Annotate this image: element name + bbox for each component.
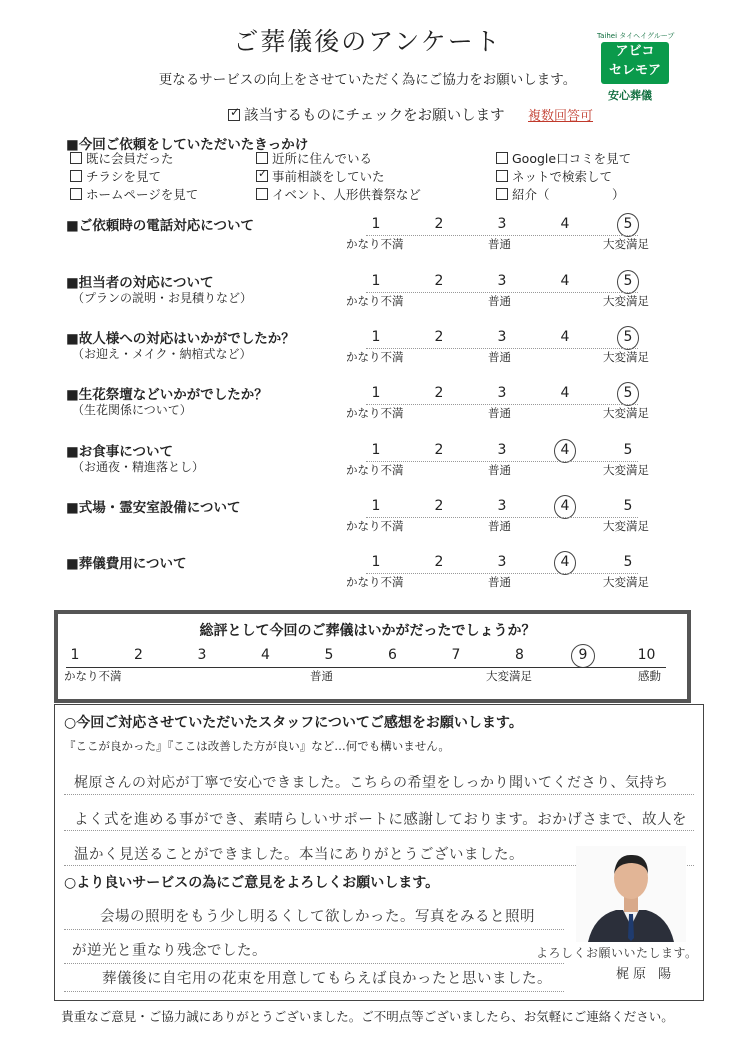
rating-title: ■葬儀費用について [66,556,187,572]
q1-option[interactable] [70,185,198,203]
overall-option[interactable]: 5 [324,647,334,663]
scale-label-mid: 普通 [488,463,511,477]
selected-circle-icon [554,439,576,463]
q1-option[interactable] [256,185,421,203]
rating-title: ■生花祭壇などいかがでしたか？ [66,387,268,403]
rating-option[interactable]: 3 [497,273,507,289]
ruled-line [64,794,694,795]
comment-line: 会場の照明をもう少し明るくして欲しかった。写真をみると照明 [100,909,535,925]
checked-box-icon[interactable]: ✓ [258,167,268,180]
rating-option[interactable]: 2 [434,498,444,514]
q1-option-label: 既に会員だった [86,151,174,166]
rating-option[interactable]: 5 [623,216,633,232]
overall-option[interactable]: 6 [388,647,397,663]
overall-option[interactable]: 4 [261,647,270,663]
staff-name: 梶原 陽 [616,967,676,982]
lead-text: 更なるサービスの向上をさせていただく為にご協力をお願いします。 [158,72,577,88]
footer-text: 貴重なご意見・ご協力誠にありがとうございました。ご不明点等ございましたら、お気軽にご連絡ください。 [61,1009,674,1024]
selected-circle-icon [617,326,639,350]
scale-label-mid: 普通 [488,294,511,308]
rating-option[interactable]: 3 [497,216,507,232]
ruled-line [64,991,564,992]
scale-label-low: かなり不満 [346,237,404,251]
overall-label-high: 大変満足 [486,669,532,683]
q1-title: ■今回ご依頼をしていただいたきっかけ [66,137,309,153]
overall-option[interactable]: 8 [515,647,524,663]
rating-option[interactable]: 1 [371,216,381,232]
comment-line: 温かく見送ることができました。本当にありがとうございました。 [74,847,524,863]
multi-answer-note: 複数回答可 [528,109,594,124]
comment-line: が逆光と重なり残念でした。 [72,943,267,959]
scale-label-low: かなり不満 [346,350,404,364]
scale-label-high: 大変満足 [603,237,649,251]
rating-option[interactable]: 1 [371,498,381,514]
rating-option[interactable]: 3 [497,385,507,401]
comment-line: 梶原さんの対応が丁寧で安心できました。こちらの希望をしっかり聞いてくださり、気持ち [74,775,669,791]
check-instruction [228,104,505,125]
scale-label-high: 大変満足 [603,463,649,477]
scale-label-mid: 普通 [488,237,511,251]
scale-label-low: かなり不満 [346,294,404,308]
checkbox-icon[interactable] [70,170,82,182]
rating-option[interactable]: 4 [560,442,570,458]
rating-option[interactable]: 5 [623,554,633,570]
comment-q2-title: ○より良いサービスの為にご意見をよろしくお願いします。 [64,875,440,891]
rating-option[interactable]: 4 [560,273,570,289]
company-logo [601,42,669,84]
rating-option[interactable]: 5 [623,385,633,401]
rating-option[interactable]: 2 [434,329,444,345]
page-title: ご葬儀後のアンケート [233,27,502,56]
scale-label-mid: 普通 [488,519,511,533]
overall-question: 総評として今回のご葬儀はいかがだったでしょうか？ [199,623,536,639]
scale-label-mid: 普通 [488,350,511,364]
rating-option[interactable]: 2 [434,385,444,401]
rating-option[interactable]: 2 [434,216,444,232]
comment-line: 葬儀後に自宅用の花束を用意してもらえば良かったと思いました。 [102,971,552,987]
overall-option[interactable]: 1 [70,647,80,663]
checkbox-icon[interactable] [256,152,268,164]
check-instruction-text: 該当するものにチェックをお願いします [244,108,505,124]
q1-option[interactable] [256,149,372,167]
overall-line [66,667,666,668]
scale-label-low: かなり不満 [346,463,404,477]
checkbox-icon[interactable] [496,170,508,182]
rating-title: ■お食事について [66,444,173,460]
rating-option[interactable]: 4 [560,554,570,570]
q1-option[interactable] [256,167,385,185]
selected-circle-icon [617,270,639,294]
comment-line: よく式を進める事ができ、素晴らしいサポートに感謝しております。おかげさまで、故人を [74,812,687,828]
scale-label-low: かなり不満 [346,519,404,533]
rating-title: ■式場・霊安室設備について [66,500,241,516]
rating-option[interactable]: 5 [623,498,633,514]
q1-option[interactable] [70,149,174,167]
rating-subtitle: （プランの説明・お見積りなど） [72,291,253,305]
checkbox-icon[interactable] [496,152,508,164]
checkbox-icon[interactable] [70,188,82,200]
q1-option-label: 紹介（ ） [512,187,625,202]
staff-note: よろしくお願いいたします。 [536,946,698,960]
rating-option[interactable]: 3 [497,498,507,514]
q1-option-label: Google口コミを見て [512,151,632,166]
rating-option[interactable]: 4 [560,329,570,345]
overall-label-mid: 普通 [310,669,333,683]
overall-option[interactable]: 7 [451,647,461,663]
overall-label-low: かなり不満 [64,669,122,683]
overall-option[interactable]: 9 [578,647,588,663]
rating-option[interactable]: 1 [371,385,381,401]
q1-option[interactable] [70,167,161,185]
q1-option-label: チラシを見て [86,169,162,184]
q1-option[interactable] [496,149,631,167]
staff-photo [576,846,686,942]
rating-title: ■担当者の対応について [66,275,214,291]
scale-label-low: かなり不満 [346,575,404,589]
logo-line-1: アビコ [615,44,655,59]
overall-option[interactable]: 10 [637,647,656,663]
q1-option-label: ネットで検索して [512,169,613,184]
selected-circle-icon [617,213,639,237]
scale-label-high: 大変満足 [603,406,649,420]
rating-title: ■ご依頼時の電話対応について [66,218,254,234]
rating-option[interactable]: 4 [560,385,570,401]
q1-option-label: 事前相談をしていた [272,169,385,184]
rating-option[interactable]: 5 [623,329,633,345]
rating-option[interactable]: 4 [560,216,570,232]
rating-option[interactable]: 4 [560,498,570,514]
checked-box-icon: ✓ [230,105,241,119]
scale-label-low: かなり不満 [346,406,404,420]
rating-option[interactable]: 5 [623,273,633,289]
scale-label-high: 大変満足 [603,519,649,533]
group-logo-text: Taihei タイヘイグループ [597,32,675,40]
checkbox-icon[interactable] [496,188,508,200]
rating-subtitle: （お迎え・メイク・納棺式など） [72,347,252,361]
rating-title: ■故人様への対応はいかがでしたか？ [66,331,295,347]
rating-subtitle: （生花関係について） [72,403,192,417]
overall-label-top: 感動 [638,669,661,683]
checkbox-icon[interactable] [70,152,82,164]
logo-line-2: セレモア [608,63,661,78]
q1-option-label: イベント、人形供養祭など [272,187,421,202]
q1-option-label: ホームページを見て [86,187,199,202]
rating-subtitle: （お通夜・精進落とし） [72,460,205,474]
scale-label-high: 大変満足 [603,350,649,364]
overall-option[interactable]: 3 [197,647,207,663]
rating-option[interactable]: 1 [371,442,381,458]
checkbox-icon[interactable] [256,188,268,200]
rating-option[interactable]: 2 [434,442,444,458]
rating-option[interactable]: 3 [497,329,507,345]
rating-option[interactable]: 1 [371,554,381,570]
comment-q1-sub: 『ここが良かった』『ここは改善した方が良い』など…何でも構いません。 [64,739,450,753]
logo-subtitle: 安心葬儀 [608,89,652,102]
rating-option[interactable]: 2 [434,273,444,289]
comment-q1-title: ○今回ご対応させていただいたスタッフについてご感想をお願いします。 [64,715,523,731]
q1-option-label: 近所に住んでいる [272,151,373,166]
selected-circle-icon [554,495,576,519]
rating-option[interactable]: 2 [434,554,444,570]
rating-option[interactable]: 1 [371,329,381,345]
ruled-line [64,830,694,831]
rating-option[interactable]: 5 [623,442,633,458]
q1-option[interactable] [496,185,625,203]
rating-option[interactable]: 3 [497,554,507,570]
selected-circle-icon [571,644,595,668]
ruled-line [64,929,564,930]
scale-label-mid: 普通 [488,575,511,589]
selected-circle-icon [554,551,576,575]
rating-option[interactable]: 3 [497,442,507,458]
scale-label-high: 大変満足 [603,294,649,308]
selected-circle-icon [617,382,639,406]
q1-option[interactable] [496,167,612,185]
overall-option[interactable]: 2 [134,647,143,663]
rating-option[interactable]: 1 [371,273,381,289]
staff-portrait-icon [576,846,686,942]
scale-label-mid: 普通 [488,406,511,420]
scale-label-high: 大変満足 [603,575,649,589]
ruled-line [64,963,564,964]
